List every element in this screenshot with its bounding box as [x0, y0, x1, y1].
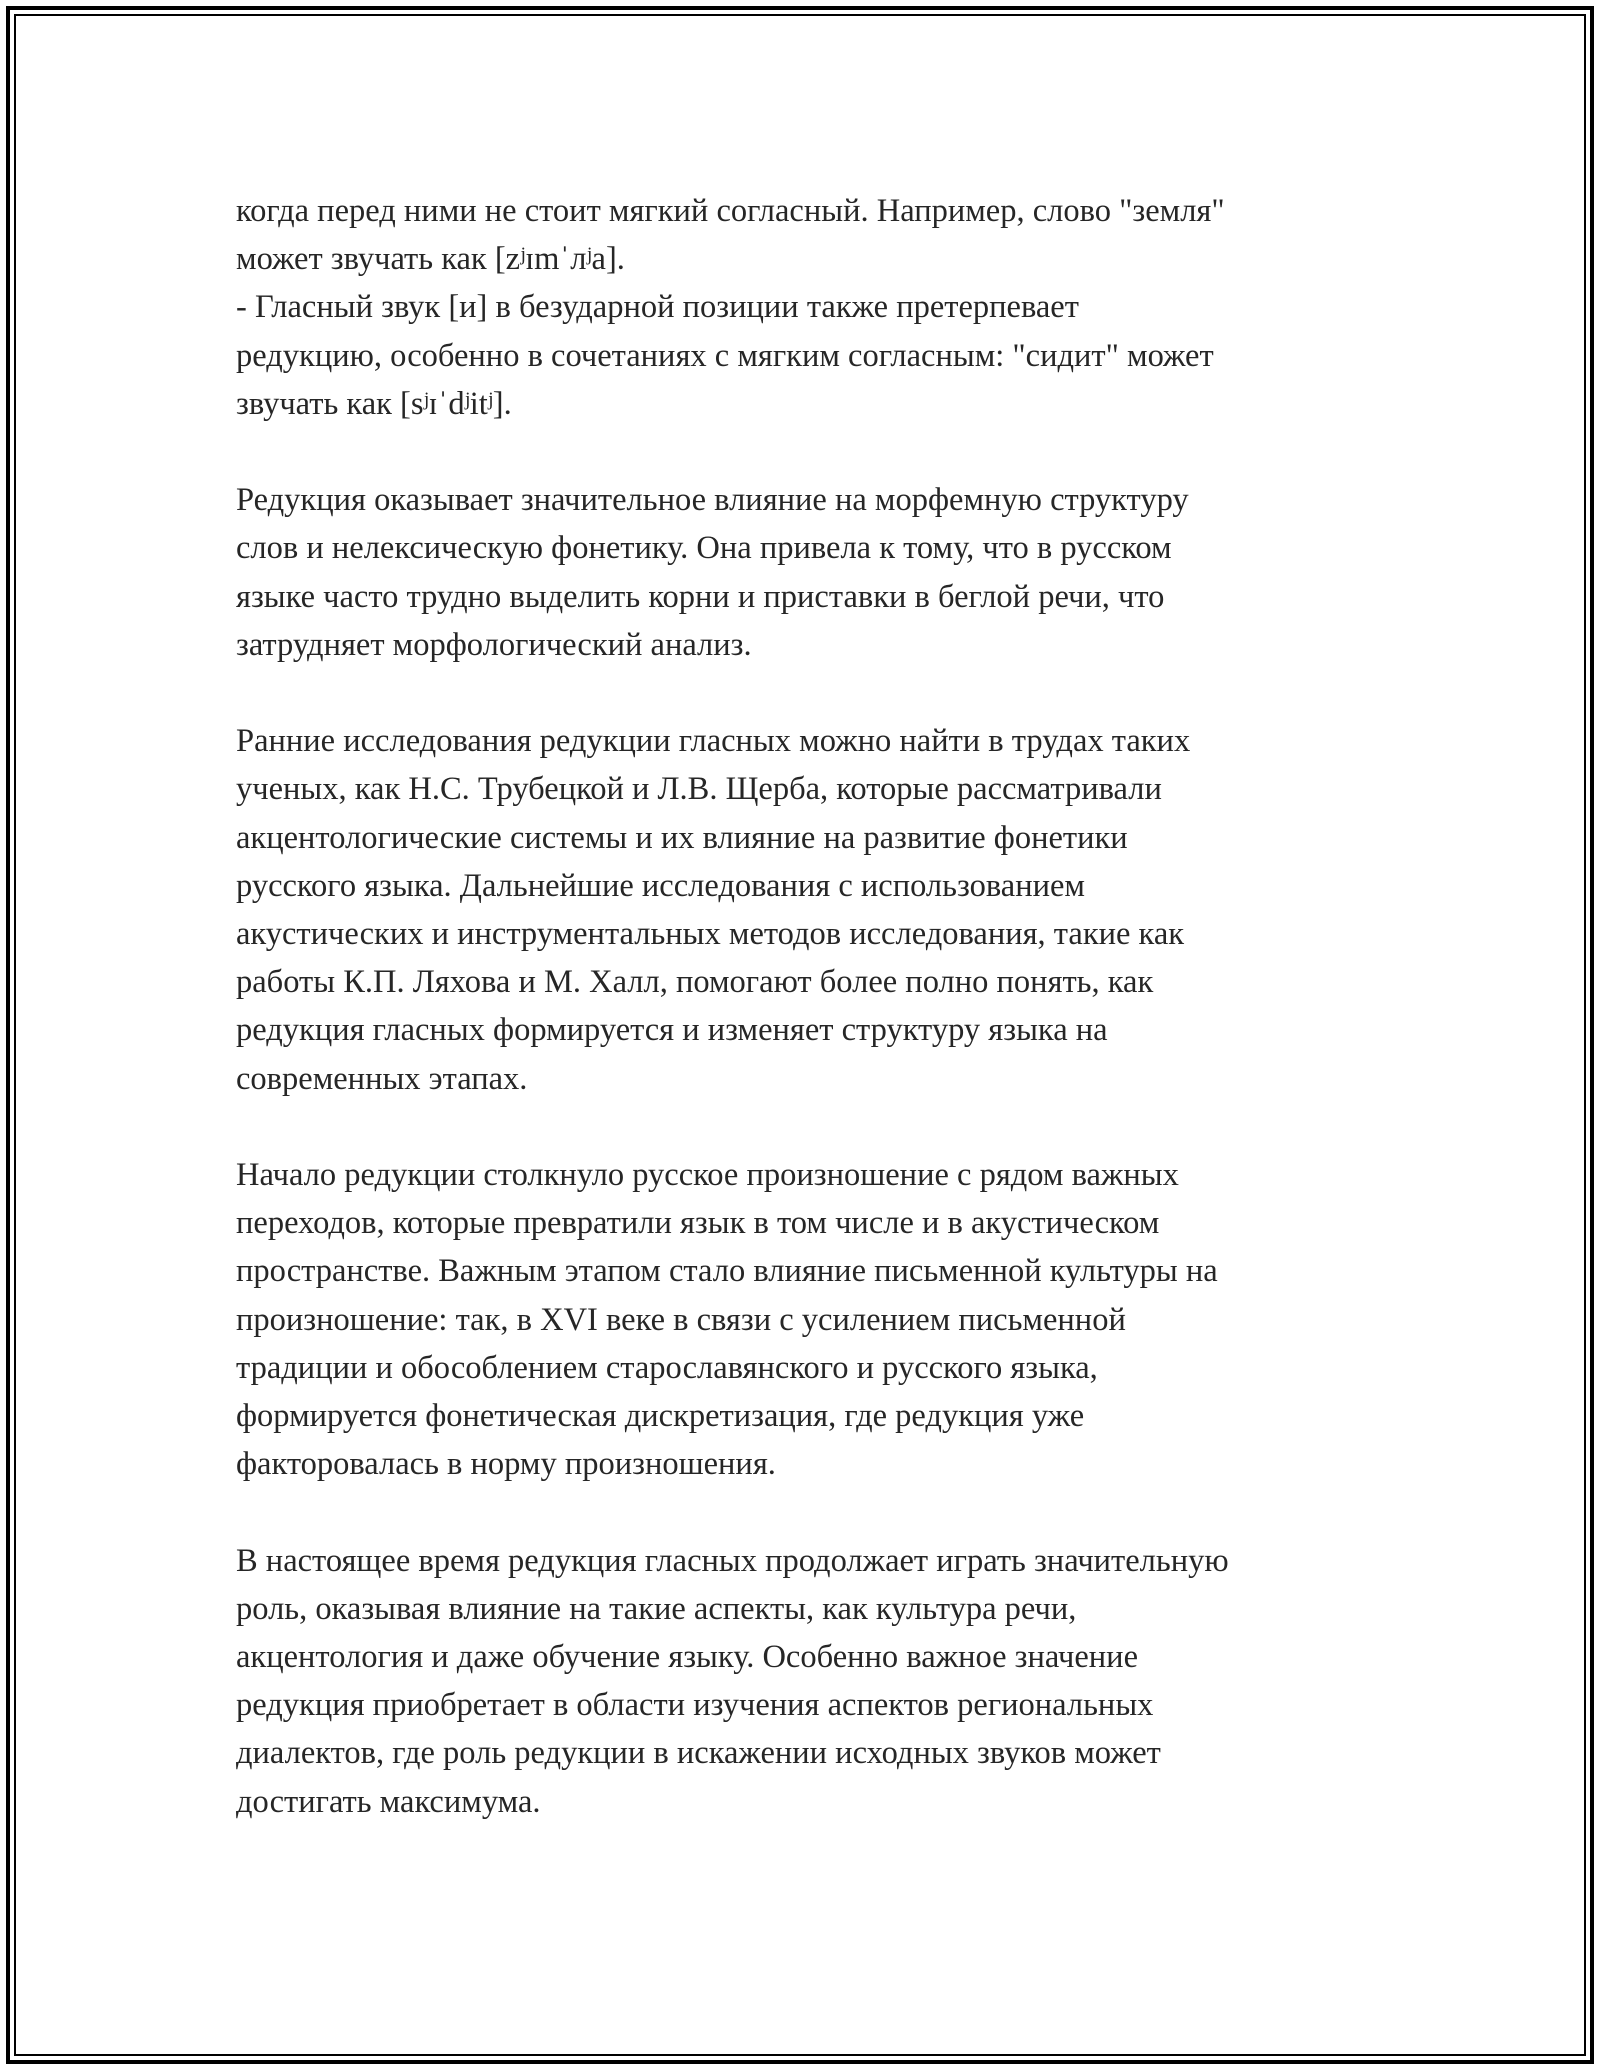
text-line: Начало редукции столкнуло русское произношение с рядом важных [236, 1157, 1179, 1194]
text-line: достигать максимума. [236, 1783, 541, 1820]
paragraph-2 [236, 476, 1376, 669]
paragraph-4 [236, 1151, 1376, 1488]
paragraph-3 [236, 717, 1376, 1103]
paragraph-5 [236, 1537, 1376, 1826]
document-body [236, 187, 1376, 1874]
text-line: традиции и обособлением старославянского и русского языка, [236, 1349, 1098, 1386]
text-line: акцентология и даже обучение языку. Особенно важное значение [236, 1639, 1139, 1676]
text-line: роль, оказывая влияние на такие аспекты, как культура речи, [236, 1590, 1077, 1627]
text-line: редукция гласных формируется и изменяет структуру языка на [236, 1012, 1108, 1049]
text-line: Ранние исследования редукции гласных можно найти в трудах таких [236, 723, 1191, 760]
text-line: работы К.П. Ляхова и М. Халл, помогают более полно понять, как [236, 964, 1154, 1001]
text-line: когда перед ними не стоит мягкий согласный. Например, слово "земля" [236, 193, 1225, 229]
text-line: затрудняет морфологический анализ. [236, 626, 752, 663]
text-line: звучать как [sʲɪˈdʲitʲ]. [236, 385, 512, 422]
text-line: диалектов, где роль редукции в искажении исходных звуков может [236, 1735, 1161, 1772]
text-line: переходов, которые превратили язык в том числе и в акустическом [236, 1205, 1160, 1242]
text-line: формируется фонетическая дискретизация, где редукция уже [236, 1398, 1085, 1435]
text-line: факторовалась в норму произношения. [236, 1446, 776, 1483]
text-line: русского языка. Дальнейшие исследования с использованием [236, 867, 1085, 904]
text-line: В настоящее время редукция гласных продолжает играть значительную [236, 1542, 1229, 1579]
text-line: ученых, как Н.С. Трубецкой и Л.В. Щерба, которые рассматривали [236, 771, 1162, 808]
text-line: редукция приобретает в области изучения аспектов региональных [236, 1687, 1154, 1724]
text-line: может звучать как [zʲɪmˈлʲa]. [236, 241, 625, 278]
text-line: слов и нелексическую фонетику. Она привела к тому, что в русском [236, 530, 1172, 567]
paragraph-1 [236, 187, 1376, 428]
text-line: - Гласный звук [и] в безударной позиции также претерпевает [236, 289, 1079, 326]
text-line: акустических и инструментальных методов исследования, такие как [236, 916, 1185, 953]
text-line: редукцию, особенно в сочетаниях с мягким согласным: "сидит" может [236, 337, 1214, 374]
text-line: пространстве. Важным этапом стало влияние письменной культуры на [236, 1253, 1218, 1290]
text-line: акцентологические системы и их влияние на развитие фонетики [236, 819, 1128, 856]
text-line: современных этапах. [236, 1060, 528, 1097]
text-line: произношение: так, в XVI веке в связи с усилением письменной [236, 1301, 1126, 1338]
text-line: языке часто трудно выделить корни и приставки в беглой речи, что [236, 578, 1165, 615]
text-line: Редукция оказывает значительное влияние на морфемную структуру [236, 482, 1189, 519]
